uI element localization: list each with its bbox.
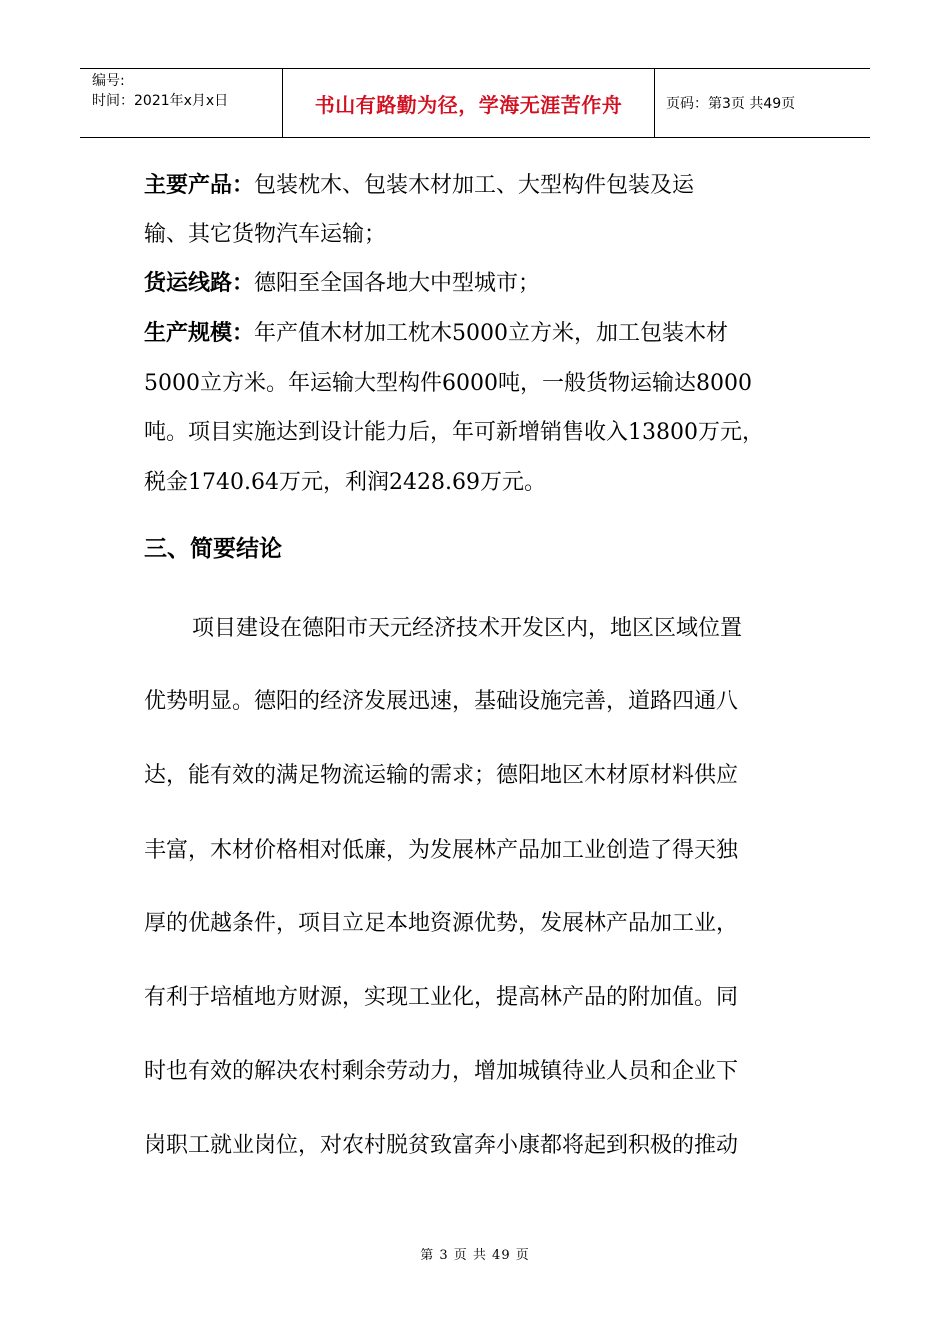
conclusion-line: 丰富，木材价格相对低廉，为发展林产品加工业创造了得天独 [144,838,739,863]
products-text-1: 包装枕木、包装木材加工、大型构件包装及运 [254,173,695,198]
conclusion-line: 岗职工就业岗位，对农村脱贫致富奔小康都将起到积极的推动 [144,1133,739,1158]
scale-line-2: 5000立方米。年运输大型构件6000吨，一般货物运输达8000 [144,371,752,396]
header-motto: 书山有路勤为径，学海无涯苦作舟 [314,92,623,117]
products-line-1 [144,171,694,201]
header-motto-cell [283,69,655,137]
conclusion-line: 达，能有效的满足物流运输的需求；德阳地区木材原材料供应 [144,763,739,788]
page-footer: 第 3 页 共 49 页 [420,1248,530,1263]
header-page-info: 页码：第3页 共49页 [666,96,796,112]
conclusion-line: 厚的优越条件，项目立足本地资源优势，发展林产品加工业， [144,911,739,936]
document-time-label: 时间：2021年x月x日 [92,93,229,109]
conclusion-line: 优势明显。德阳的经济发展迅速，基础设施完善，道路四通八 [144,689,739,714]
page-header [80,68,870,138]
section-title: 三、简要结论 [144,536,282,562]
products-label: 主要产品： [144,173,255,198]
document-number-label: 编号: [92,73,125,89]
scale-line-4: 税金1740.64万元，利润2428.69万元。 [144,470,546,495]
scale-line-3: 吨。项目实施达到设计能力后，年可新增销售收入13800万元， [144,420,764,445]
conclusion-line: 时也有效的解决农村剩余劳动力，增加城镇待业人员和企业下 [144,1059,739,1084]
scale-text-1: 年产值木材加工枕木5000立方米，加工包装木材 [254,321,729,346]
route-text: 德阳至全国各地大中型城市； [254,271,541,296]
route-line [144,269,540,299]
conclusion-line: 项目建设在德阳市天元经济技术开发区内，地区区域位置 [192,616,743,641]
scale-label: 生产规模： [144,321,255,346]
products-line-2: 输、其它货物汽车运输； [144,222,387,247]
route-label: 货运线路： [144,271,255,296]
header-meta [80,69,283,137]
conclusion-line: 有利于培植地方财源，实现工业化，提高林产品的附加值。同 [144,985,739,1010]
scale-line-1 [144,319,728,349]
